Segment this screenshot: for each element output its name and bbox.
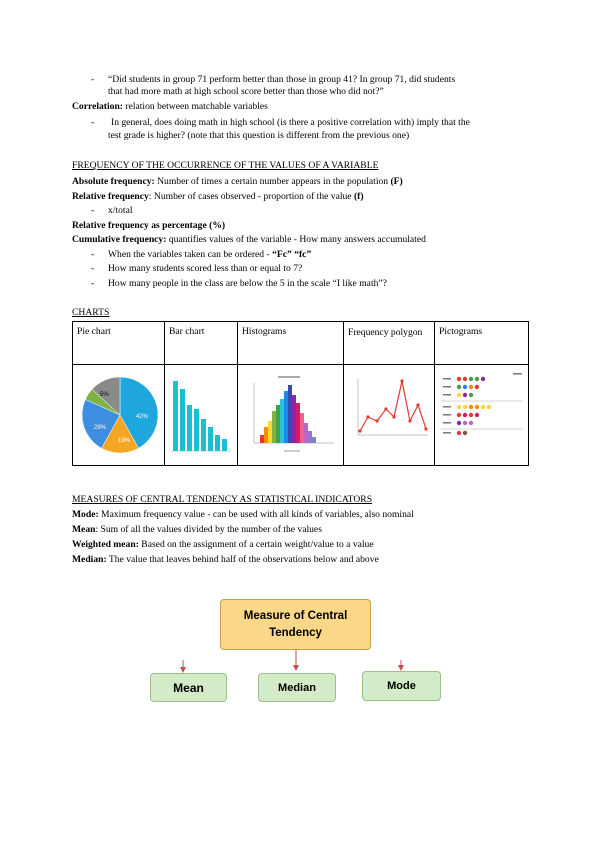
header-histograms: Histograms <box>238 322 344 365</box>
bullet-dash: - <box>91 263 95 274</box>
relative-frequency: Relative frequency: Number of cases observed - proportion of the value (f) <box>72 191 364 202</box>
header-bar-chart: Bar chart <box>165 322 238 365</box>
median-definition: Median: The value that leaves behind half of the observations below and above <box>72 554 379 565</box>
cumulative-frequency: Cumulative frequency: quantifies values of the variable - How many answers accumulated <box>72 234 426 245</box>
root-line-1: Measure of Central <box>243 609 348 622</box>
question-line-1: “Did students in group 71 perform better than those in group 41? In group 71, did students <box>108 74 456 85</box>
cumulative-bullet-2: How many students scored less than or equal to 7? <box>108 263 303 274</box>
pie-label-5: 5% <box>100 392 109 398</box>
frequency-heading: FREQUENCY OF THE OCCURRENCE OF THE VALUES OF A VARIABLE <box>72 160 379 171</box>
cumulative-bullet-3: How many people in the class are below the 5 in the scale “I like math”? <box>108 278 387 289</box>
header-pictograms: Pictograms <box>435 322 529 365</box>
question-line-2: that had more math at high school score better than those who did not?” <box>108 86 384 97</box>
absolute-frequency: Absolute frequency: Number of times a certain number appears in the population (F) <box>72 176 403 187</box>
weighted-mean-definition: Weighted mean: Based on the assignment of a certain weight/value to a value <box>72 539 374 550</box>
bullet-dash: - <box>91 117 95 128</box>
median-box: Median <box>258 673 336 702</box>
header-pie-chart: Pie chart <box>73 322 165 365</box>
bullet-dash: - <box>91 205 95 216</box>
mean-box: Mean <box>150 673 227 702</box>
charts-heading: CHARTS <box>72 307 110 318</box>
bullet-dash: - <box>91 278 95 289</box>
correlation-line-2: test grade is higher? (note that this question is different from the previous one) <box>108 130 410 141</box>
root-line-2: Tendency <box>269 626 322 639</box>
mode-definition: Mode: Maximum frequency value - can be used with all kinds of variables, also nominal <box>72 509 414 520</box>
mode-box: Mode <box>362 671 441 701</box>
mean-definition: Mean: Sum of all the values divided by the number of the values <box>72 524 322 535</box>
cumulative-bullet-1: When the variables taken can be ordered - “Fc” “fc” <box>108 249 312 260</box>
correlation-definition: Correlation: relation between matchable variables <box>72 101 268 112</box>
central-heading: MEASURES OF CENTRAL TENDENCY AS STATISTICAL INDICATORS <box>72 494 373 505</box>
pie-label-19: 19% <box>118 438 131 444</box>
bullet-dash: - <box>91 249 95 260</box>
pie-label-29: 29% <box>94 425 107 431</box>
relative-bullet: x/total <box>108 205 133 216</box>
pie-label-42: 42% <box>136 414 149 420</box>
bullet-dash: - <box>91 74 95 85</box>
central-tendency-root-box <box>220 599 371 650</box>
relative-percentage: Relative frequency as percentage (%) <box>72 220 226 231</box>
correlation-line-1: In general, does doing math in high school (is there a positive correlation with) imply that the <box>111 117 470 128</box>
header-frequency-polygon: Frequency polygon <box>344 322 435 365</box>
